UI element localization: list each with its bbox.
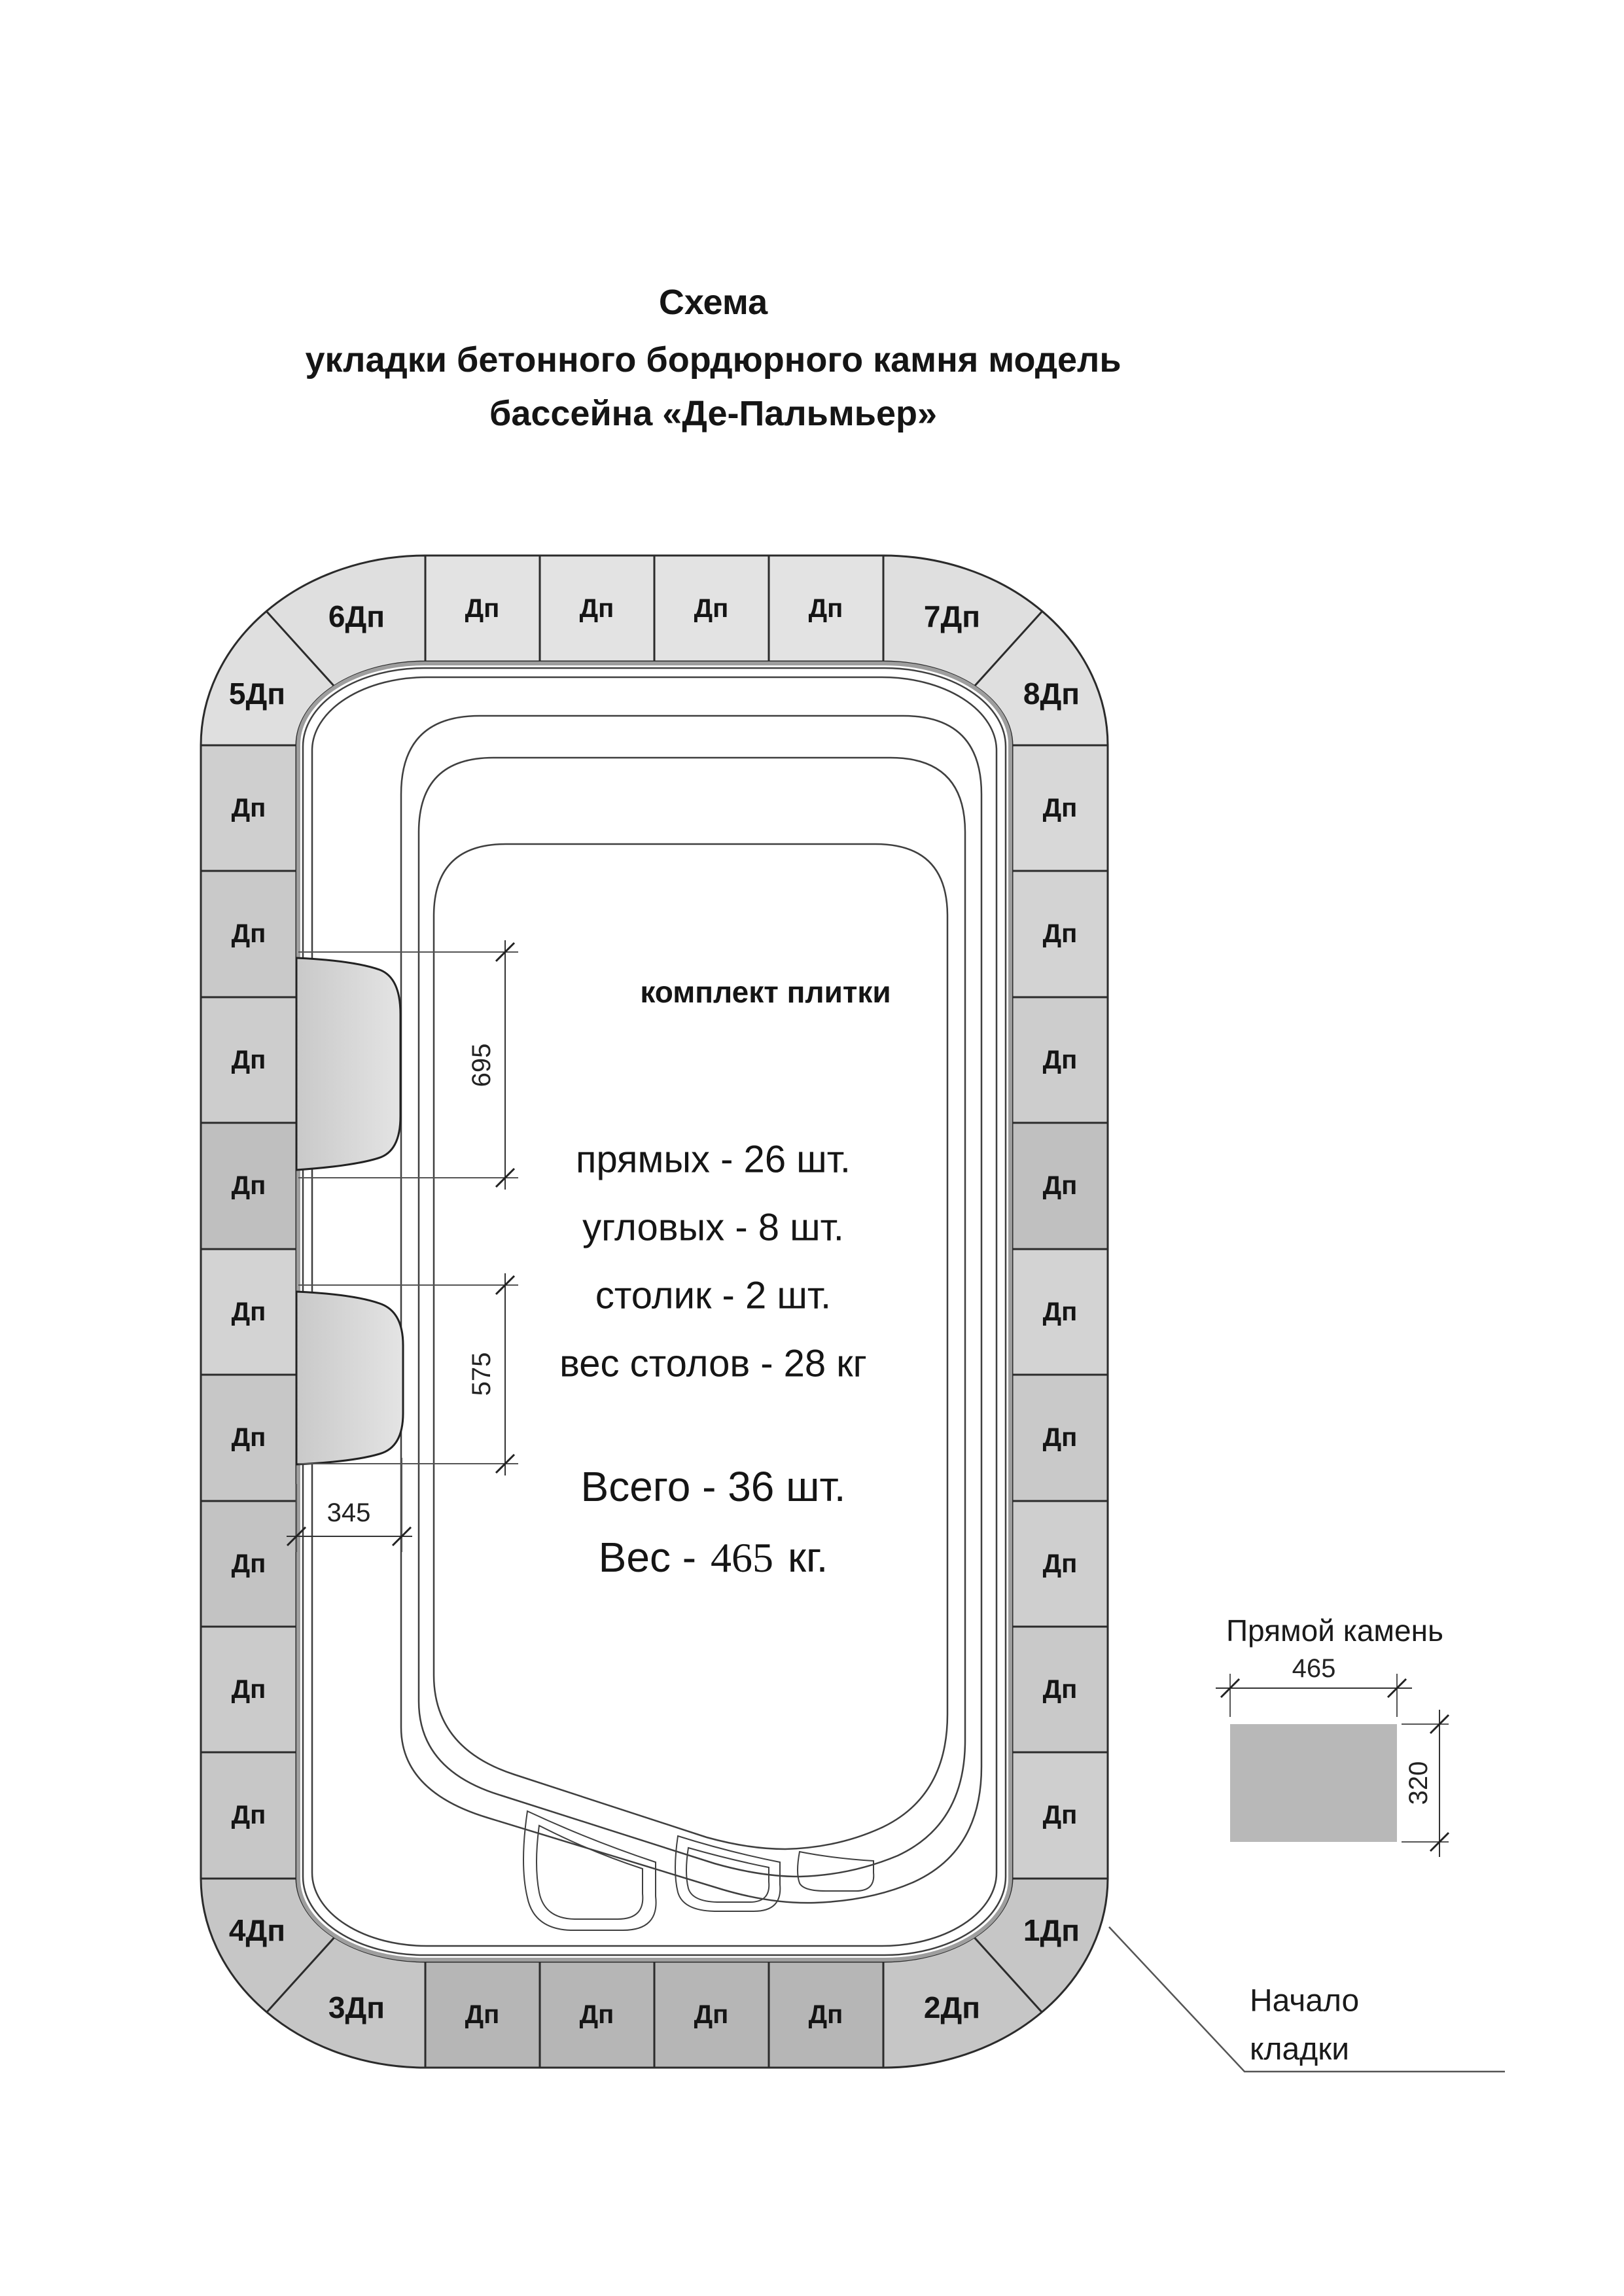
table-bottom (296, 1292, 403, 1464)
corner-quarter-top-left (201, 556, 425, 745)
laying-start-note (1109, 1927, 1505, 2072)
info-total-count: Всего - 36 шт. (580, 1463, 846, 1510)
corner-label-4dp: 4Дп (228, 1913, 286, 1947)
stone-label-left-5: Дп (231, 1298, 266, 1326)
info-total-weight-prefix: Вес - (598, 1534, 697, 1581)
info-total-weight-suffix: кг. (788, 1534, 828, 1581)
laying-start-line-1: Начало (1250, 1983, 1360, 2019)
title-line-3: бассейна «Де-Пальмьер» (489, 394, 938, 433)
info-table-weight: вес столов - 28 кг (559, 1342, 867, 1385)
stone-label-top-3: Дп (694, 594, 729, 623)
pool-wall-contour-middle (419, 758, 965, 1877)
stone-label-top-4: Дп (808, 594, 843, 623)
pool-step-3 (798, 1852, 874, 1891)
stone-label-right-1: Дп (1042, 794, 1078, 822)
corner-label-3dp: 3Дп (328, 1990, 385, 2024)
stone-label-bottom-2: Дп (579, 2000, 614, 2029)
stone-label-left-2: Дп (231, 919, 266, 948)
info-corner-count: угловых - 8 шт. (582, 1206, 844, 1249)
info-table-count: столик - 2 шт. (595, 1274, 832, 1317)
stone-label-bottom-3: Дп (694, 2000, 729, 2029)
page-title (305, 283, 1121, 433)
stone-label-left-4: Дп (231, 1171, 266, 1200)
stone-label-left-6: Дп (231, 1423, 266, 1452)
legend-dim-width-label: 465 (1292, 1654, 1336, 1683)
pool-step-1-outer (523, 1811, 656, 1930)
stone-label-right-2: Дп (1042, 919, 1078, 948)
dim-695-label: 695 (467, 1043, 496, 1087)
info-straight-count: прямых - 26 шт. (576, 1138, 851, 1181)
corner-label-8dp: 8Дп (1023, 677, 1080, 711)
pool-step-2-inner (686, 1848, 769, 1902)
info-total-weight-value: 465 (711, 1534, 774, 1581)
stone-label-right-3: Дп (1042, 1046, 1078, 1074)
info-heading: комплект плитки (640, 975, 891, 1009)
dim-345-label: 345 (327, 1498, 371, 1527)
corner-label-6dp: 6Дп (328, 599, 385, 633)
corner-label-2dp: 2Дп (923, 1990, 981, 2024)
legend-stone-swatch (1230, 1724, 1397, 1842)
stone-label-right-9: Дп (1042, 1801, 1078, 1829)
stone-label-bottom-1: Дп (465, 2000, 500, 2029)
stone-label-right-7: Дп (1042, 1549, 1078, 1578)
dim-575-label: 575 (467, 1352, 496, 1396)
stone-label-left-9: Дп (231, 1801, 266, 1829)
stone-label-right-6: Дп (1042, 1423, 1078, 1452)
stone-label-right-4: Дп (1042, 1171, 1078, 1200)
stone-label-left-8: Дп (231, 1675, 266, 1704)
corner-label-1dp: 1Дп (1023, 1913, 1080, 1947)
legend-straight-stone (1216, 1614, 1449, 1857)
title-line-2: укладки бетонного бордюрного камня модель (305, 340, 1121, 380)
table-top (296, 958, 400, 1170)
legend-dim-height-label: 320 (1404, 1761, 1433, 1805)
stone-label-right-8: Дп (1042, 1675, 1078, 1704)
stone-label-right-5: Дп (1042, 1298, 1078, 1326)
stone-label-left-7: Дп (231, 1549, 266, 1578)
title-line-1: Схема (658, 283, 768, 322)
info-total-weight (599, 1534, 828, 1581)
stone-label-top-1: Дп (465, 594, 500, 623)
stone-label-top-2: Дп (579, 594, 614, 623)
stone-label-left-3: Дп (231, 1046, 266, 1074)
stone-label-bottom-4: Дп (808, 2000, 843, 2029)
corner-label-5dp: 5Дп (228, 677, 286, 711)
laying-start-line-2: кладки (1250, 2032, 1350, 2067)
legend-title: Прямой камень (1226, 1614, 1444, 1648)
corner-label-7dp: 7Дп (923, 599, 981, 633)
dimension-345 (287, 1458, 412, 1552)
tile-set-info (559, 975, 891, 1581)
stone-label-left-1: Дп (231, 794, 266, 822)
pool-step-1-inner (537, 1826, 643, 1919)
